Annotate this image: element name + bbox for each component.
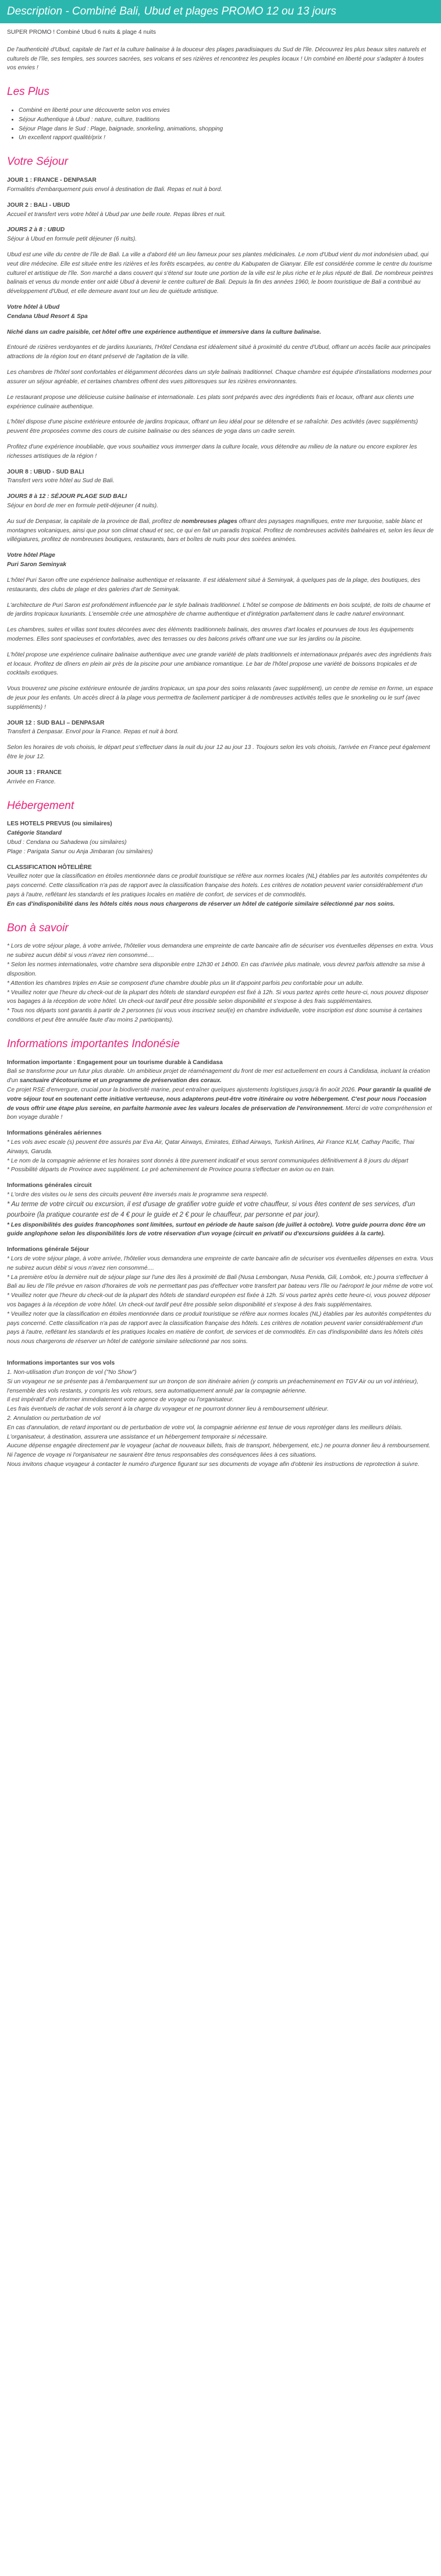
info-vols-line: Aucune dépense engagée directement par le voyageur (achat de nouveaux billets, frais de transport, hébergement, etc.) ne pourra donner lieu à remboursement. xyxy=(7,1443,431,1450)
bon-item: * Tous nos départs sont garantis à partir de 2 personnes (si vous vous inscrivez seul(e) en chambre individuelle, votre inscription est donc soumise à certaines conditions et peut être annulée faute d'au moins 2 participants). xyxy=(7,1008,422,1023)
info-durable-block xyxy=(7,1058,434,1123)
day-2 xyxy=(7,201,434,220)
hotel-ubud-text: Entouré de rizières verdoyantes et de jardins luxuriants, l'Hôtel Cendana est idéalement situé à proximité du centre d'Ubud, offrant un accès facile aux principales attractions de la région tout en étant préservé de l'agitation de la ville. xyxy=(7,344,431,361)
info-air-item: * Possibilité départs de Province avec supplément. Le pré acheminement de Province pourra s'effectuer en avion ou en train. xyxy=(7,1167,335,1174)
day-2-title: JOUR 2 : BALI - UBUD xyxy=(7,202,70,209)
hotel-plage-block xyxy=(7,551,434,570)
info-vols-line: Les frais éventuels de rachat de vols seront à la charge du voyageur et ne pourront donner lieu à remboursement ultérieur. xyxy=(7,1406,329,1413)
hotels-plage: Plage : Parigata Sanur ou Anja Jimbaran (ou similaires) xyxy=(7,848,153,855)
bon-item: * Lors de votre séjour plage, à votre arrivée, l'hôtelier vous demandera une empreinte de carte bancaire afin de sécuriser vos éventuelles dépenses en extra. Vous ne subirez aucun débit si vous n'avez rien consommé.... xyxy=(7,943,433,959)
day-9-title: JOURS 8 à 12 : SÉJOUR PLAGE SUD BALI xyxy=(7,493,127,500)
bon-item: * Selon les normes internationales, votre chambre sera disponible entre 12h30 et 14h00. En cas d'arrivée plus matinale, vous devrez parfois attendre sa mise à disposition. xyxy=(7,962,425,977)
day-13 xyxy=(7,768,434,787)
day-12-note: Selon les horaires de vols choisis, le départ peut s'effectuer dans la nuit du jour 12 au jour 13 . Toujours selon les vols choisis, l'arrivée en France peut également être le jour 12. xyxy=(7,744,431,761)
info-air-item: * Le nom de la compagnie aérienne et les horaires sont donnés à titre purement indicatif et vous seront communiquées définitivement à 8 jours du départ xyxy=(7,1157,408,1164)
plus-item: • Un excellent rapport qualité/prix ! xyxy=(19,133,434,143)
sud-text: offrant des paysages magnifiques, entre mer turquoise, sable blanc et montagnes volcaniques, ainsi que pour son climat chaud et sec, ce qui en fait un paradis tropical. Profitez de nombreuses activités balnéaires et, selon les lieux de villégiatures, profitez de nombreuses boutiques, restaurants, bars et boîtes de nuits pour des soirées animées. xyxy=(7,518,434,543)
content xyxy=(0,28,441,1469)
day-12-text: Transfert à Denpasar. Envol pour la France. Repas et nuit à bord. xyxy=(7,729,179,736)
hotel-plage-text: L'hôtel propose une expérience culinaire balinaise authentique avec une grande variété de plats traditionnels et internationaux préparés avec des ingrédients frais et locaux. Profitez de dîners en plein air près de la piscine pour une ambiance romantique. Le bar de l'hôtel propose une variété de boissons tropicales et de cocktails exotiques. xyxy=(7,651,432,677)
info-vols-title: Informations importantes sur vos vols xyxy=(7,1360,115,1367)
info-durable-text: Ce projet RSE d'envergure, crucial pour la biodiversité marine, peut entraîner quelques ajustements logistiques jusqu'à fin août 2026. xyxy=(7,1086,358,1093)
day-8-text: Transfert vers votre hôtel au Sud de Bali. xyxy=(7,478,115,485)
info-durable-text: Bali se transforme pour un futur plus durable. Un ambitieux projet de réaménagement du front de mer est actuellement en cours à Candidasa, incluant la création d'un xyxy=(7,1068,431,1084)
hotel-plage-text: Vous trouverez une piscine extérieure entourée de jardins tropicaux, un spa pour des soins relaxants (avec supplément), un centre de remise en forme, un espace de jeux pour les enfants. Un accès direct à la plage vous permettra de facilement participer à de nombreuses activités telles que le snorkeling ou le surf (avec suppléments) ! xyxy=(7,685,433,711)
hotel-plage-name: Puri Saron Seminyak xyxy=(7,561,66,568)
day-1 xyxy=(7,176,434,195)
plus-item: • Combiné en liberté pour une découverte selon vos envies xyxy=(19,106,434,115)
day-13-title: JOUR 13 : FRANCE xyxy=(7,769,62,776)
plus-item: • Séjour Plage dans le Sud : Plage, baignade, snorkeling, animations, shopping xyxy=(19,125,434,134)
sud-text-bold: nombreuses plages xyxy=(182,518,237,525)
day-1-title: JOUR 1 : FRANCE - DENPASAR xyxy=(7,177,97,184)
hotel-ubud-intro: Niché dans un cadre paisible, cet hôtel offre une expérience authentique et immersive dans la culture balinaise. xyxy=(7,328,321,335)
hotels-ubud: Ubud : Cendana ou Sahadewa (ou similaires) xyxy=(7,839,127,846)
hotel-plage-text: L'architecture de Puri Saron est profondément influencée par le style balinais traditionnel. L'hôtel se compose de bâtiments en bois sculpté, de toits de chaume et de jardins tropicaux luxuriants. L'ensemble crée une atmosphère de charme authentique et d'intégration parfaitement dans le cadre naturel environnant. xyxy=(7,602,431,618)
day-3-title: JOURS 2 à 8 : UBUD xyxy=(7,227,65,234)
hotel-ubud-text: Les chambres de l'hôtel sont confortables et élégamment décorées dans un style balinais traditionnel. Chaque chambre est équipée d'installations modernes pour assurer un séjour agréable, et certaines chambres offrent des vues pittoresques sur les rizières environnantes. xyxy=(7,369,432,385)
info-vols-line: En cas d'annulation, de retard important ou de perturbation de votre vol, la compagnie aérienne est tenue de vous reprotéger dans les meilleurs délais. xyxy=(7,1424,403,1431)
day-9-text: Séjour en bord de mer en formule petit-déjeuner (4 nuits). xyxy=(7,503,158,510)
day-2-text: Accueil et transfert vers votre hôtel à Ubud par une belle route. Repas libres et nuit. xyxy=(7,211,226,218)
sud-text: Au sud de Denpasar, la capitale de la province de Bali, profitez de xyxy=(7,518,182,525)
info-sejour-item: * Veuillez noter que la classification en étoiles mentionnée dans ce produit touristique se réfère aux normes locales (NL) établies par les autorités compétentes du pays concerné. Cette classification n'a pas de rapport avec la classification française des hôtels. Les critères de notation peuvent varier considérablement d'un pays à l'autre, reflétant les standards et les pratiques locales en matière de confort, de services et de commodités. En cas d'indisponibilité dans les hôtels cités nous nous chargerons de réserver un hôtel de catégorie similaire sélectionné par nos soins. xyxy=(7,1310,431,1345)
hotel-ubud-block xyxy=(7,303,434,321)
ubud-description: Ubud est une ville du centre de l'île de Bali. La ville a d'abord été un lieu fameux pour ses plantes médicinales. Le nom d'Ubud vient du mot indonésien ubad, qui veut dire médecine. Elle est située entre les rizières et les forêts escarpées, au centre du Kabupaten de Gianyar. Elle est considérée comme le centre du tourisme culturel et artistique de l'île. Son marché a dans couvert qui s'étend sur toute une portion de la ville est le plus riche et le plus réputé de Bali. De nombreux peintres balinais et venus du monde entier ont aidé Ubud à devenir le centre culturel de Bali. Depuis la fin des années 1960, le boom touristique de Bali a contribué au développement d'Ubud, et elle demeure avant tout un lieu de quiétude artistique. xyxy=(7,251,433,295)
info-circuit-item: * L'ordre des visites ou le sens des circuits peuvent être inversés mais le programme sera respecté. xyxy=(7,1192,269,1199)
bon-item: * Attention les chambres triples en Asie se composent d'une chambre double plus un lit d'appoint parfois peu confortable pour un adulte. xyxy=(7,980,364,987)
info-vols-line: Nous invitons chaque voyageur à contacter le numéro d'urgence figurant sur ses documents de voyage afin d'obtenir les instructions de reprotection à suivre. xyxy=(7,1461,419,1468)
info-sejour-block xyxy=(7,1245,434,1347)
classification-note: En cas d'indisponibilité dans les hôtels cités nous nous chargerons de réserver un hôtel de catégorie similaire sélectionné par nos soins. xyxy=(7,900,395,907)
day-8-title: JOUR 8 : UBUD - SUD BALI xyxy=(7,468,84,475)
info-air-item: * Les vols avec escale (s) peuvent être assurés par Eva Air, Qatar Airways, Emirates, Etihad Airways, Turkish Airlines, Air France KLM, Cathay Pacific, Thai Airways, Garuda. xyxy=(7,1139,414,1155)
hotel-ubud-text: L'hôtel dispose d'une piscine extérieure entourée de jardins tropicaux, offrant un lieu idéal pour se détendre et se rafraîchir. Des activités (avec suppléments) peuvent être proposées comme des cours de cuisine balinaise ou des séances de yoga dans un cadre serein. xyxy=(7,419,418,435)
intro-text: De l'authenticité d'Ubud, capitale de l'art et la culture balinaise à la douceur des plages paradisiaques du Sud de l'île. Découvrez les plus beaux sites naturels et culturels de l'île, ses temples, ses sources sacrées, ses volcans et ses rizières et rencontrez les peuples locaux ! Un combiné en liberté pour s'adapter à toutes vos envies ! xyxy=(7,46,426,72)
info-vols-line: Ni l'agence de voyage ni l'organisateur ne sauraient être tenus responsables des conséquences liées à ces situations. xyxy=(7,1452,317,1459)
hotel-ubud-name: Cendana Ubud Resort & Spa xyxy=(7,313,88,320)
hotel-ubud-text: Le restaurant propose une délicieuse cuisine balinaise et internationale. Les plats sont préparés avec des ingrédients frais et locaux, offrant aux clients une expérience culinaire authentique. xyxy=(7,394,414,410)
day-3 xyxy=(7,225,434,244)
info-durable-text: Merci de votre compréhension et bon voyage durable ! xyxy=(7,1105,432,1121)
info-vols-block xyxy=(7,1359,434,1469)
bon-block xyxy=(7,942,434,1024)
hotels-list xyxy=(7,819,434,856)
plus-list xyxy=(7,106,434,143)
info-air-title: Informations générales aériennes xyxy=(7,1130,102,1137)
day-1-text: Formalités d'embarquement puis envol à destination de Bali. Repas et nuit à bord. xyxy=(7,186,223,193)
hotel-ubud-label: Votre hôtel à Ubud xyxy=(7,304,60,311)
intro-subtitle: SUPER PROMO ! Combiné Ubud 6 nuits & plage 4 nuits xyxy=(7,29,156,36)
info-vols-line: L'organisateur, à destination, assurera une assistance et un hébergement temporaire si nécessaire. xyxy=(7,1433,268,1440)
day-3-text: Séjour à Ubud en formule petit déjeuner (6 nuits). xyxy=(7,236,137,243)
day-13-text: Arrivée en France. xyxy=(7,778,56,785)
section-hebergement-heading: Hébergement xyxy=(7,799,74,812)
day-12-title: JOUR 12 : SUD BALI – DENPASAR xyxy=(7,719,105,726)
hotel-plage-label: Votre hôtel Plage xyxy=(7,552,55,559)
hotel-plage-text: L'hôtel Puri Saron offre une expérience balinaise authentique et relaxante. Il est idéalement situé à Seminyak, à quelques pas de la plage, des boutiques, des restaurants, des clubs de plage et des galeries d'art de Seminyak. xyxy=(7,577,421,593)
info-durable-text-bold: Pour garantir la qualité de votre séjour tout en soutenant cette initiative vertueuse, nous adapterons peut-être votre itinéraire ou votre hébergement. C'est pour nous l'occasion de vous offrir une étape plus sereine, en parfaite harmonie avec les valeurs locales de préservation de l'environnement. xyxy=(7,1086,431,1112)
page-title: Description - Combiné Bali, Ubud et plages PROMO 12 ou 13 jours xyxy=(0,0,441,23)
section-bon-heading: Bon à savoir xyxy=(7,921,69,934)
plus-item: • Séjour Authentique à Ubud : nature, culture, traditions xyxy=(19,115,434,125)
info-vols-line: 1. Non-utilisation d'un tronçon de vol ("No Show") xyxy=(7,1369,137,1376)
info-vols-line: Il est impératif d'en informer immédiatement votre agence de voyage ou l'organisateur. xyxy=(7,1397,234,1404)
info-durable-text xyxy=(7,1086,434,1122)
section-plus-heading: Les Plus xyxy=(7,86,49,98)
classification-block xyxy=(7,863,434,909)
info-sejour-item: * Veuillez noter que l'heure du check-out de la plupart des hôtels de standard européen est fixée à 12h. Si vous partez après cette heure-ci, vous pouvez déposer vos bagages à la réception de votre hôtel. Un check-out tardif peut être possible selon disponibilité et s'expose à des frais supplémentaires. xyxy=(7,1292,431,1309)
info-circuit-item: * Au terme de votre circuit ou excursion, il est d'usage de gratifier votre guide et votre chauffeur, si vous êtes content de ses services, d'un pourboire (la pratique courante est de 4 € pour le guide et 2 € pour le chauffeur, par personne et par jour). xyxy=(7,1200,415,1218)
info-durable-text-bold: sanctuaire d'écotourisme et un programme de préservation des coraux. xyxy=(19,1077,222,1084)
bon-item: * Veuillez noter que l'heure du check-out de la plupart des hôtels de standard européen est fixé à 12h. Si vous partez après cette heure-ci, nous pouvez disposer vos bagages à la réception de votre hôtel. Un check-out tardif peut être possible selon disponibilité et s'expose à des frais supplémentaires. xyxy=(7,989,429,1005)
classification-title: CLASSIFICATION HÔTELIÈRE xyxy=(7,864,92,871)
spacer xyxy=(7,1353,434,1359)
info-sejour-item: * La première et/ou la dernière nuit de séjour plage sur l'une des îles à proximité de Bali (Nusa Lembongan, Nusa Penida, Gili, Lombok, etc.) pourra s'effectuer à Bali au lieu de l'île prévue en raison d'horaires de vols ne permettant pas pas d'effectuer votre transfert par bateau vers l'île ou l'aéroport le jour même de votre vol. xyxy=(7,1274,434,1290)
hotels-list-title: LES HOTELS PREVUS (ou similaires) xyxy=(7,821,112,828)
info-circuit-block xyxy=(7,1181,434,1239)
section-sejour-heading: Votre Séjour xyxy=(7,156,68,168)
day-12 xyxy=(7,719,434,737)
info-circuit-title: Informations générales circuit xyxy=(7,1182,92,1189)
day-9 xyxy=(7,492,434,511)
classification-text: Veuillez noter que la classification en étoiles mentionnée dans ce produit touristique se réfère aux normes locales (NL) établies par les autorités compétentes du pays concerné. Cette classification n'a pas de rapport avec la classification française des hotels. Les critères de notation peuvent varier considérablement d'un pays à l'autre, reflétant les standards et les pratiques locales en matière de confort, de services et de commodités. xyxy=(7,873,428,899)
info-vols-line: Si un voyageur ne se présente pas à l'embarquement sur un tronçon de son itinéraire aérien (y compris un préacheminement en TGV Air ou un vol intérieur), l'ensemble des vols restants, y compris les vols retours, sera automatiquement annulé par la compagnie aérienne. xyxy=(7,1378,419,1394)
day-8 xyxy=(7,468,434,486)
info-sejour-title: Informations générale Séjour xyxy=(7,1246,89,1253)
section-infos-heading: Informations importantes Indonésie xyxy=(7,1037,180,1050)
sud-description xyxy=(7,517,434,545)
hotels-category: Catégorie Standard xyxy=(7,830,62,837)
info-durable-title: Information importante : Engagement pour un tourisme durable à Candidasa xyxy=(7,1059,223,1066)
info-air-block xyxy=(7,1129,434,1175)
info-sejour-item: * Lors de votre séjour plage, à votre arrivée, l'hôtelier vous demandera une empreinte de carte bancaire afin de sécuriser vos éventuelles dépenses en extra. Vous ne subirez aucun débit si vous n'avez rien consommé.... xyxy=(7,1255,433,1271)
info-circuit-item: * Les disponibilités des guides francophones sont limitées, surtout en période de haute saison (de juillet à octobre). Votre guide pourra donc être un guide anglophone selon les disponibilités lors de votre réservation d'un voyage (circuit en privatif ou d'excursions guidées à la carte). xyxy=(7,1221,426,1238)
info-vols-line: 2. Annulation ou perturbation de vol xyxy=(7,1415,101,1422)
hotel-plage-text: Les chambres, suites et villas sont toutes décorées avec des éléments traditionnels balinais, des œuvres d'art locales et pourvues de tous les équipements modernes. Elles sont spacieuses et confortables, avec des terrasses ou des balcons privés offrant une vue sur les jardins ou la piscine. xyxy=(7,627,414,642)
hotel-ubud-text: Profitez d'une expérience inoubliable, que vous souhaitiez vous immerger dans la culture locale, vous détendre au milieu de la nature ou encore explorer les richesses artistiques de la région ! xyxy=(7,443,417,460)
